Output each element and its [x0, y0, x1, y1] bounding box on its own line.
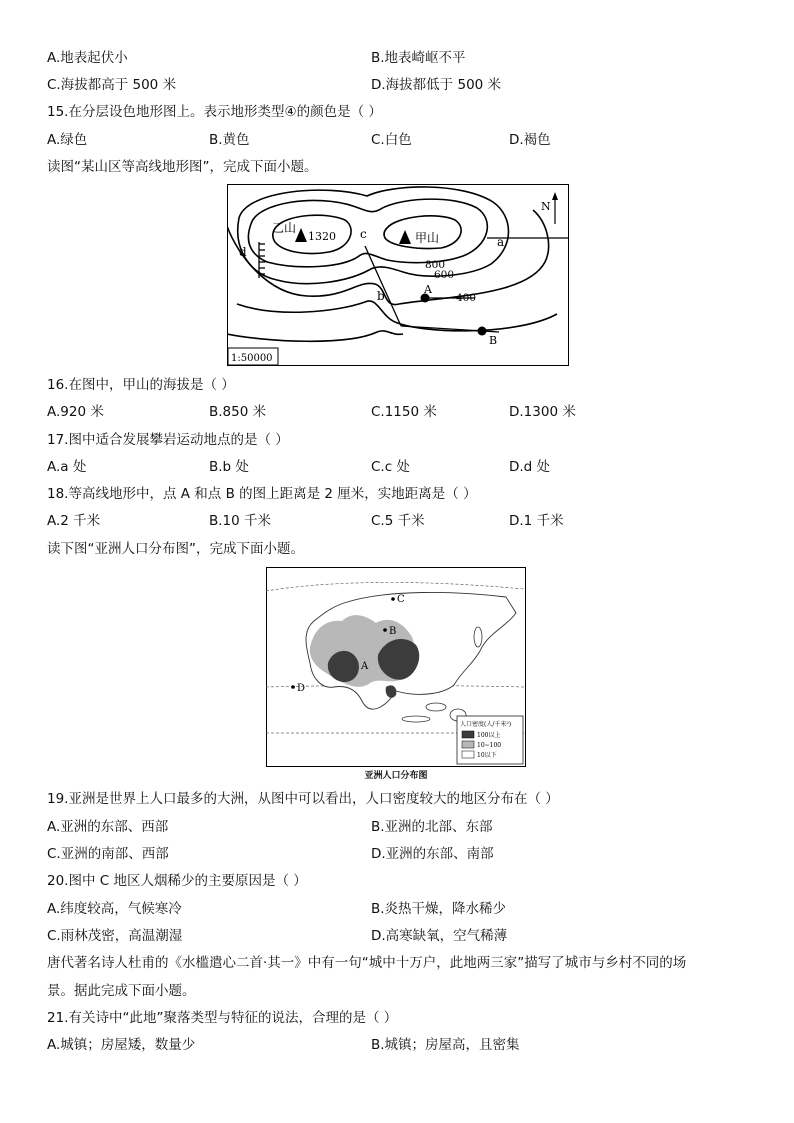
q20-stem: 20.图中 C 地区人烟稀少的主要原因是（ ）	[47, 873, 307, 889]
point-b-marker	[478, 327, 487, 336]
q17-stem: 17.图中适合发展攀岩运动地点的是（ ）	[47, 432, 289, 448]
q15-option-a: A.绿色	[47, 132, 88, 148]
q16-option-b: B.850 米	[209, 404, 267, 420]
yishan-label: 乙山	[272, 221, 297, 235]
north-label: N	[541, 200, 551, 213]
asia-legend	[457, 716, 523, 764]
asia-map-svg	[266, 567, 526, 767]
q18-stem: 18.等高线地形中，点 A 和点 B 的图上距离是 2 厘米，实地距离是（ ）	[47, 486, 477, 502]
legend-swatch-low	[462, 751, 474, 758]
q21-option-a: A.城镇；房屋矮，数量少	[47, 1037, 196, 1053]
jiashan-label: 甲山	[415, 231, 440, 245]
q15-stem: 15.在分层设色地形图上。表示地形类型④的颜色是（ ）	[47, 104, 382, 120]
q16-stem: 16.在图中，甲山的海拔是（ ）	[47, 377, 235, 393]
contour-label-800: 800	[425, 259, 446, 271]
q14-option-b: B.地表崎岖不平	[371, 50, 466, 66]
q20-option-d: D.高寒缺氧，空气稀薄	[371, 928, 508, 944]
q18-option-d: D.1 千米	[509, 513, 564, 529]
asia-label-b: B	[389, 626, 397, 637]
legend-title: 人口密度(人/千米²)	[460, 721, 512, 728]
q20-option-c: C.雨林茂密，高温潮湿	[47, 928, 183, 944]
contour-label-600: 600	[434, 269, 455, 281]
label-a: a	[497, 235, 505, 249]
yishan-elevation: 1320	[308, 230, 336, 243]
point-b-marker-asia	[383, 628, 387, 632]
q17-option-b: B.b 处	[209, 459, 249, 475]
q19-option-b: B.亚洲的北部、东部	[371, 819, 493, 835]
q17-option-a: A.a 处	[47, 459, 87, 475]
q16-option-c: C.1150 米	[371, 404, 437, 420]
q18-option-c: C.5 千米	[371, 513, 425, 529]
contour-map-svg	[227, 184, 569, 366]
legend-swatch-medium	[462, 741, 474, 748]
label-d: d	[239, 245, 247, 259]
label-point-a: A	[424, 283, 432, 296]
q19-option-d: D.亚洲的东部、南部	[371, 846, 494, 862]
label-point-b: B	[489, 334, 498, 347]
q20-option-a: A.纬度较高，气候寒冷	[47, 901, 182, 917]
q16-option-a: A.920 米	[47, 404, 104, 420]
q20-option-b: B.炎热干燥，降水稀少	[371, 901, 507, 917]
legend-high: 100以上	[477, 732, 501, 739]
q18-option-b: B.10 千米	[209, 513, 272, 529]
point-d-marker	[291, 685, 295, 689]
legend-swatch-high	[462, 731, 474, 738]
q21-stem: 21.有关诗中“此地”聚落类型与特征的说法，合理的是（ ）	[47, 1010, 398, 1026]
q21-option-b: B.城镇；房屋高，且密集	[371, 1037, 520, 1053]
poem-intro-line2: 景。据此完成下面小题。	[47, 983, 196, 999]
poem-intro-line1: 唐代著名诗人杜甫的《水槛遣心二首·其一》中有一句“城中十万户，此地两三家”描写了城市与乡村不同的场	[47, 955, 687, 971]
q19-option-c: C.亚洲的南部、西部	[47, 846, 169, 862]
asia-map-caption: 亚洲人口分布图	[364, 771, 428, 781]
q15-option-d: D.褐色	[509, 132, 551, 148]
asia-label-c: C	[397, 594, 405, 605]
contour-label-400: 400	[456, 292, 477, 304]
asia-label-a: A	[361, 661, 369, 672]
q16-option-d: D.1300 米	[509, 404, 576, 420]
contour-map	[227, 184, 569, 366]
q19-option-a: A.亚洲的东部、西部	[47, 819, 169, 835]
asia-population-map	[266, 567, 526, 767]
asia-label-d: D	[297, 683, 306, 694]
point-c-marker	[391, 597, 395, 601]
legend-low: 10以下	[477, 752, 497, 759]
label-c: c	[360, 227, 367, 241]
q17-option-c: C.c 处	[371, 459, 410, 475]
q15-option-b: B.黄色	[209, 132, 250, 148]
asia-intro: 读下图“亚洲人口分布图”，完成下面小题。	[47, 541, 304, 557]
contour-intro: 读图“某山区等高线地形图”，完成下面小题。	[47, 159, 318, 175]
q19-stem: 19.亚洲是世界上人口最多的大洲，从图中可以看出，人口密度较大的地区分布在（ ）	[47, 791, 559, 807]
q14-option-d: D.海拔都低于 500 米	[371, 77, 502, 93]
q18-option-a: A.2 千米	[47, 513, 101, 529]
legend-medium: 10~100	[477, 742, 502, 749]
q14-option-a: A.地表起伏小	[47, 50, 128, 66]
label-b: b	[377, 289, 385, 303]
scale-label: 1:50000	[231, 353, 273, 364]
q15-option-c: C.白色	[371, 132, 412, 148]
q14-option-c: C.海拔都高于 500 米	[47, 77, 177, 93]
q17-option-d: D.d 处	[509, 459, 551, 475]
